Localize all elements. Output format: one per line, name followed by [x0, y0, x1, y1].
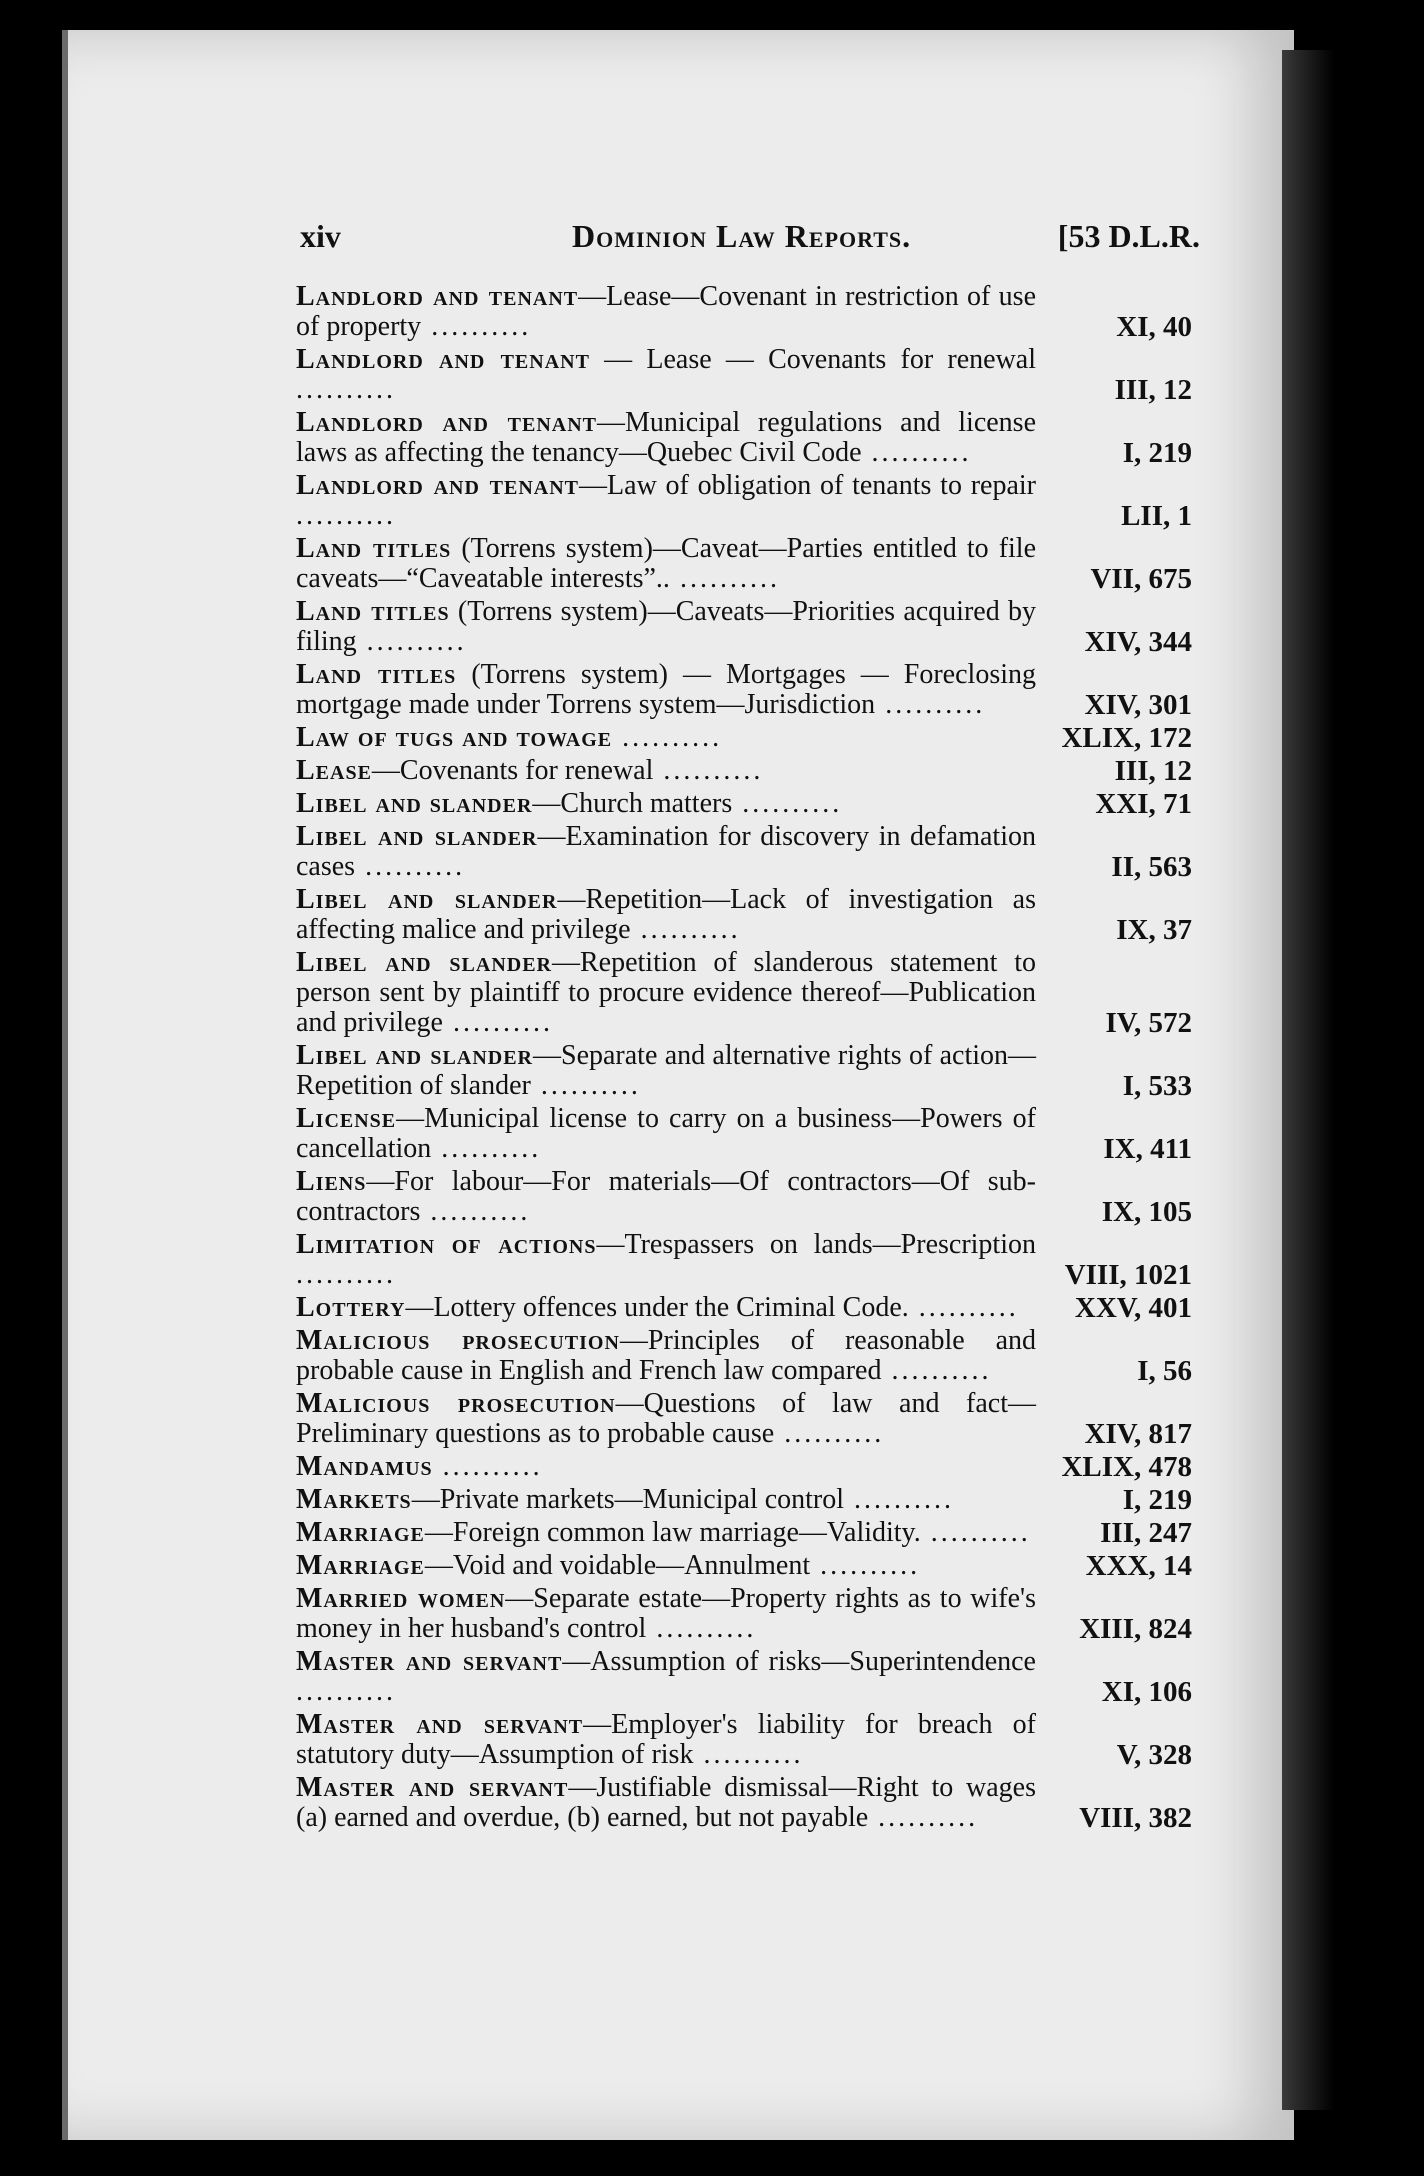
dot-leader: ..........	[355, 851, 466, 882]
dot-leader: ..........	[875, 689, 986, 720]
entry-description: —Law of obligation of tenants to repair	[579, 470, 1037, 501]
entry-heading: Libel and slander	[296, 947, 552, 978]
entry-description: —Justifiable dismissal—Right to wages (a) earned and overdue, (b) earned, but not payable	[296, 1772, 1037, 1833]
entry-text	[296, 1773, 1036, 1833]
index-entry	[296, 1773, 1192, 1833]
volume-page-reference: V, 328	[1116, 1739, 1192, 1771]
entry-heading: Limitation of actions	[296, 1229, 597, 1260]
entry-text	[296, 1041, 1036, 1101]
entry-description: —Void and voidable—Annulment	[424, 1550, 811, 1581]
dot-leader: ..........	[296, 1676, 396, 1707]
entry-heading: Marriage	[296, 1550, 425, 1581]
entry-text	[296, 408, 1036, 468]
volume-page-reference: XIII, 824	[1079, 1613, 1192, 1645]
index-entry	[296, 1167, 1192, 1227]
entry-text	[296, 1584, 1036, 1644]
volume-page-reference: III, 12	[1114, 755, 1192, 787]
entry-description: —Church matters	[532, 788, 733, 819]
volume-page-reference: I, 533	[1122, 1070, 1192, 1102]
entry-heading: Married women	[296, 1583, 506, 1614]
index-entry	[296, 1452, 1192, 1482]
entry-description: —Assumption of risks—Superintendence	[562, 1646, 1036, 1677]
dot-leader: ..........	[669, 563, 780, 594]
dot-leader: ..........	[653, 755, 764, 786]
index-entry	[296, 1389, 1192, 1449]
index-entry	[296, 660, 1192, 720]
entry-heading: Libel and slander	[296, 821, 538, 852]
index-entry	[296, 885, 1192, 945]
volume-page-reference: XI, 106	[1101, 1676, 1192, 1708]
volume-page-reference: XXV, 401	[1074, 1292, 1192, 1324]
volume-page-reference: XXI, 71	[1095, 788, 1192, 820]
dot-leader: ..........	[861, 437, 972, 468]
page-binding-shadow	[1282, 50, 1334, 2110]
index-entry	[296, 1647, 1192, 1707]
index-entry	[296, 345, 1192, 405]
index-entry	[296, 282, 1192, 342]
entry-description: (Torrens system)—Caveats—Priorities acquired by filing	[296, 596, 1036, 657]
volume-page-reference: XLIX, 172	[1061, 722, 1192, 754]
entry-text	[296, 885, 1036, 945]
entry-heading: Libel and slander	[296, 884, 558, 915]
entry-text	[296, 948, 1036, 1038]
entry-description: (Torrens system)—Caveat—Parties entitled to file caveats—“Caveatable interests”..	[296, 533, 1036, 594]
index-entry	[296, 408, 1192, 468]
entry-description: —Employer's liability for breach of statutory duty—Assumption of risk	[296, 1709, 1036, 1770]
index-entry	[296, 1518, 1192, 1548]
volume-page-reference: IX, 411	[1103, 1133, 1192, 1165]
entry-heading: Land titles	[296, 659, 457, 690]
volume-page-reference: IV, 572	[1105, 1007, 1192, 1039]
entry-heading: Landlord and tenant	[296, 281, 579, 312]
index-entry	[296, 1041, 1192, 1101]
entry-description: —Covenants for renewal	[371, 755, 654, 786]
volume-label: [53 D.L.R.	[1057, 218, 1200, 254]
volume-page-reference: LII, 1	[1121, 500, 1192, 532]
entry-text	[296, 282, 1036, 342]
volume-page-reference: III, 247	[1100, 1517, 1192, 1549]
index-entry	[296, 471, 1192, 531]
volume-page-reference: VIII, 382	[1079, 1802, 1192, 1834]
entry-text	[296, 1104, 1036, 1164]
entry-description: — Lease — Covenants for renewal	[589, 344, 1037, 375]
entry-heading: Land titles	[296, 533, 452, 564]
dot-leader: ..........	[530, 1070, 641, 1101]
entry-text	[296, 1167, 1036, 1227]
page-title: Dominion Law Reports.	[572, 218, 912, 254]
dot-leader: ..........	[881, 1355, 992, 1386]
entry-description: —Foreign common law marriage—Validity.	[424, 1517, 921, 1548]
entry-text	[296, 1710, 1036, 1770]
index-entry	[296, 756, 1192, 786]
volume-page-reference: I, 219	[1122, 437, 1192, 469]
entry-description: —Questions of law and fact—Preliminary questions as to probable cause	[296, 1388, 1036, 1449]
index-entry	[296, 1293, 1192, 1323]
entry-text	[296, 756, 1036, 786]
volume-page-reference: I, 56	[1137, 1355, 1192, 1387]
entry-text	[296, 1230, 1036, 1290]
index-entry	[296, 534, 1192, 594]
entry-heading: Master and servant	[296, 1709, 584, 1740]
dot-leader: ..........	[296, 374, 396, 405]
entry-text	[296, 471, 1036, 531]
volume-page-reference: VII, 675	[1090, 563, 1192, 595]
index-entry	[296, 822, 1192, 882]
index-entry	[296, 789, 1192, 819]
entry-text	[296, 345, 1036, 405]
entry-heading: Markets	[296, 1484, 412, 1515]
dot-leader: ..........	[693, 1739, 804, 1770]
dot-leader: ..........	[630, 914, 741, 945]
volume-page-reference: II, 563	[1111, 851, 1192, 883]
entry-description: —Private markets—Municipal control	[411, 1484, 845, 1515]
dot-leader: ..........	[420, 1196, 531, 1227]
dot-leader: ..........	[442, 1007, 553, 1038]
entry-heading: Liens	[296, 1166, 367, 1197]
dot-leader: ..........	[868, 1802, 979, 1833]
entry-heading: Libel and slander	[296, 1040, 533, 1071]
dot-leader: ..........	[432, 1451, 543, 1482]
entry-heading: Lease	[296, 755, 372, 786]
entry-heading: Landlord and tenant	[296, 407, 598, 438]
entry-description: —Lottery offences under the Criminal Code.	[405, 1292, 909, 1323]
entry-heading: Libel and slander	[296, 788, 533, 819]
entry-heading: License	[296, 1103, 397, 1134]
dot-leader: ..........	[774, 1418, 885, 1449]
entry-description: (Torrens system) — Mortgages — Foreclosing mortgage made under Torrens system—Jurisdiction	[296, 659, 1036, 720]
entry-heading: Landlord and tenant	[296, 344, 590, 375]
volume-page-reference: XLIX, 478	[1061, 1451, 1192, 1483]
index-entry	[296, 1551, 1192, 1581]
entry-heading: Master and servant	[296, 1772, 569, 1803]
dot-leader: ..........	[732, 788, 843, 819]
index-entry	[296, 1710, 1192, 1770]
page-number: xiv	[300, 218, 341, 254]
entry-text	[296, 1647, 1036, 1707]
entry-text	[296, 822, 1036, 882]
dot-leader: ..........	[296, 1259, 396, 1290]
entry-description: —Repetition of slanderous statement to person sent by plaintiff to procure evidence thereof—Publication and privilege	[296, 947, 1036, 1038]
dot-leader: ..........	[296, 500, 396, 531]
dot-leader: ..........	[810, 1550, 921, 1581]
volume-page-reference: IX, 37	[1116, 914, 1192, 946]
entry-text	[296, 1389, 1036, 1449]
entry-text	[296, 534, 1036, 594]
dot-leader: ..........	[431, 1133, 542, 1164]
dot-leader: ..........	[920, 1517, 1031, 1548]
entry-heading: Malicious prosecution	[296, 1388, 616, 1419]
volume-page-reference: IX, 105	[1101, 1196, 1192, 1228]
entry-description: —Municipal license to carry on a business—Powers of cancellation	[296, 1103, 1036, 1164]
index-entry	[296, 1584, 1192, 1644]
entry-description: —Municipal regulations and license laws as affecting the tenancy—Quebec Civil Code	[296, 407, 1037, 468]
index-entry	[296, 723, 1192, 753]
entry-heading: Land titles	[296, 596, 450, 627]
entry-text	[296, 789, 1036, 819]
entry-description: —Separate and alternative rights of action—Repetition of slander	[296, 1040, 1037, 1101]
dot-leader: ..........	[908, 1292, 1019, 1323]
entry-heading: Marriage	[296, 1517, 425, 1548]
index-entry	[296, 1104, 1192, 1164]
volume-page-reference: XIV, 301	[1084, 689, 1192, 721]
entry-heading: Master and servant	[296, 1646, 563, 1677]
index-entries	[296, 282, 1192, 1836]
entry-heading: Law of tugs and towage	[296, 722, 613, 753]
index-entry	[296, 948, 1192, 1038]
entry-text	[296, 1293, 1036, 1323]
volume-page-reference: VIII, 1021	[1064, 1259, 1192, 1291]
entry-heading: Lottery	[296, 1292, 406, 1323]
entry-text	[296, 1518, 1036, 1548]
entry-description: —Lease—Covenant in restriction of use of property	[296, 281, 1037, 342]
entry-text	[296, 660, 1036, 720]
entry-heading: Landlord and tenant	[296, 470, 580, 501]
entry-description: —Trespassers on lands—Prescription	[596, 1229, 1036, 1260]
entry-description: —Examination for discovery in defamation cases	[296, 821, 1036, 882]
volume-page-reference: XXX, 14	[1085, 1550, 1192, 1582]
entry-description: —Separate estate—Property rights as to wife's money in her husband's control	[296, 1583, 1036, 1644]
entry-text	[296, 1551, 1036, 1581]
volume-page-reference: XIV, 344	[1084, 626, 1192, 658]
entry-text	[296, 597, 1036, 657]
volume-page-reference: III, 12	[1114, 374, 1192, 406]
entry-heading: Malicious prosecution	[296, 1325, 620, 1356]
index-entry	[296, 597, 1192, 657]
entry-text	[296, 1485, 1036, 1515]
entry-text	[296, 723, 1036, 753]
entry-description: —Repetition—Lack of investigation as affecting malice and privilege	[296, 884, 1036, 945]
running-header	[300, 218, 1200, 258]
entry-text	[296, 1326, 1036, 1386]
dot-leader: ..........	[844, 1484, 955, 1515]
page-left-edge	[62, 30, 68, 2140]
index-entry	[296, 1485, 1192, 1515]
volume-page-reference: I, 219	[1122, 1484, 1192, 1516]
volume-page-reference: XI, 40	[1116, 311, 1192, 343]
volume-page-reference: XIV, 817	[1084, 1418, 1192, 1450]
dot-leader: ..........	[356, 626, 467, 657]
dot-leader: ..........	[612, 722, 723, 753]
entry-description: —Principles of reasonable and probable cause in English and French law compared	[296, 1325, 1036, 1386]
entry-text	[296, 1452, 1036, 1482]
dot-leader: ..........	[646, 1613, 757, 1644]
index-entry	[296, 1230, 1192, 1290]
entry-heading: Mandamus	[296, 1451, 433, 1482]
index-entry	[296, 1326, 1192, 1386]
entry-description: —For labour—For materials—Of contractors—Of sub-contractors	[296, 1166, 1036, 1227]
dot-leader: ..........	[421, 311, 532, 342]
